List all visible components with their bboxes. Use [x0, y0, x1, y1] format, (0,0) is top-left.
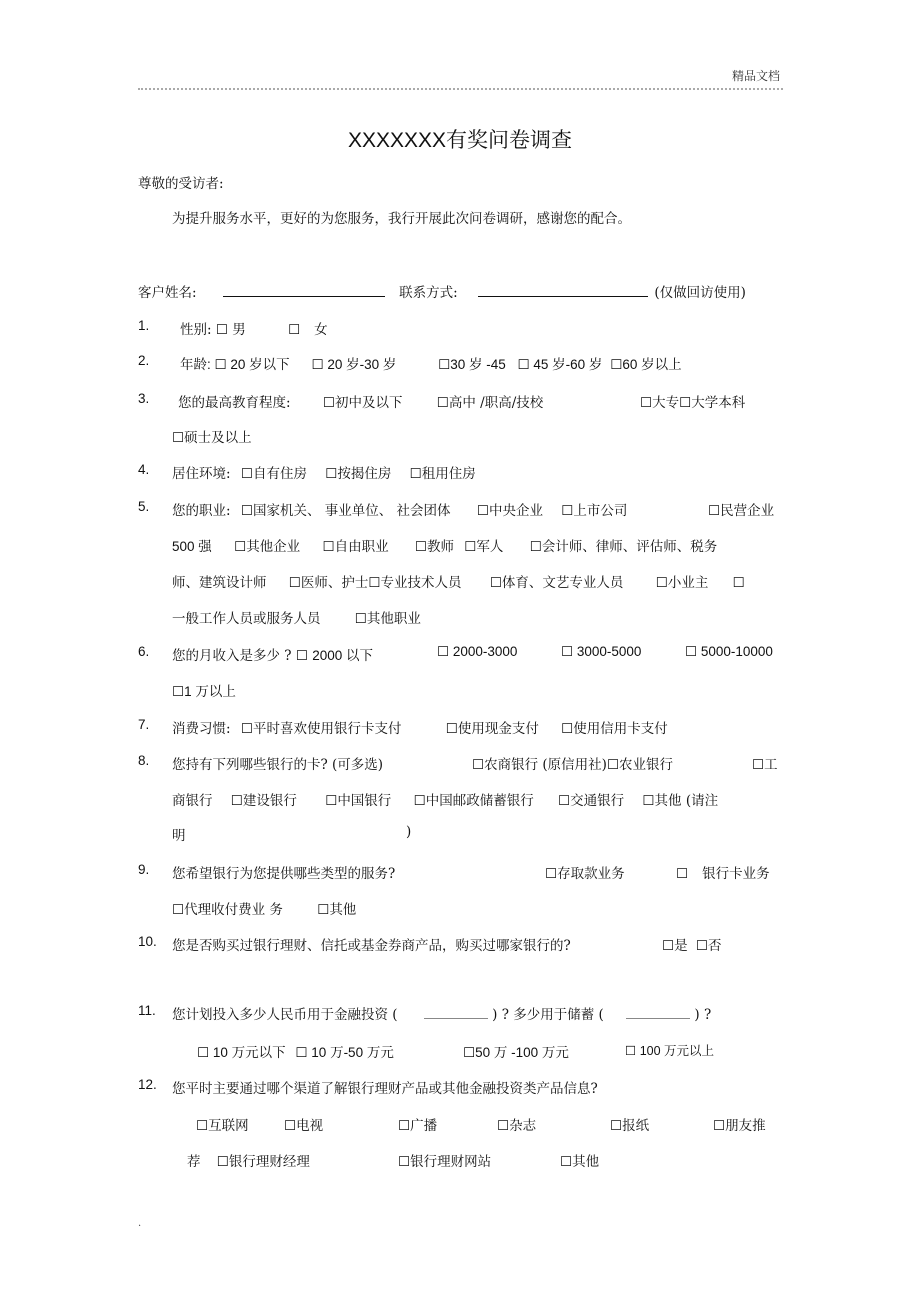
q12: 您平时主要通过哪个渠道了解银行理财产品或其他金融投资类产品信息? — [172, 1081, 598, 1097]
checkbox[interactable]: ☐ — [325, 793, 338, 809]
checkbox[interactable]: ☐ — [732, 575, 745, 591]
contact-note: (仅做回访使用) — [654, 285, 746, 301]
q12-opt6: ☐朋友推 — [713, 1118, 766, 1134]
checkbox[interactable]: ☐ — [325, 466, 338, 482]
q11-opt3: ☐50 万 -100 万元 — [463, 1045, 569, 1060]
q12-opt3: ☐广播 — [398, 1118, 438, 1134]
checkbox[interactable]: ☐ — [398, 1118, 411, 1134]
phone-label: 联系方式: — [399, 285, 458, 301]
checkbox[interactable]: ☐ — [676, 866, 689, 882]
checkbox[interactable]: ☐ — [561, 721, 574, 737]
checkbox[interactable]: ☐ — [322, 539, 335, 555]
checkbox[interactable]: ☐ — [464, 539, 477, 555]
q6-opt3: ☐ 3000-5000 — [561, 644, 642, 659]
q5-private: ☐民营企业 — [708, 503, 775, 519]
q12-opt2: ☐电视 — [284, 1118, 324, 1134]
q9-opt2: ☐ 银行卡业务 — [676, 866, 770, 882]
checkbox[interactable]: ☐ — [197, 1045, 210, 1060]
checkbox[interactable]: ☐ — [472, 757, 485, 773]
checkbox[interactable]: ☐ — [610, 357, 623, 372]
q1: 性别: ☐ 男 ☐ 女 — [180, 322, 328, 338]
checkbox[interactable]: ☐ — [234, 539, 247, 555]
option: 会计师、律师、评估师、税务 — [541, 539, 718, 555]
q11: 您计划投入多少人民币用于金融投资 ( ) ? 多少用于储蓄 ( ) ? — [172, 1007, 712, 1023]
checkbox[interactable]: ☐ — [625, 1044, 637, 1058]
q11-number: 11. — [138, 1003, 156, 1018]
checkbox[interactable]: ☐ — [655, 575, 668, 591]
salutation: 尊敬的受访者: — [138, 176, 224, 192]
checkbox[interactable]: ☐ — [409, 466, 422, 482]
checkbox[interactable]: ☐ — [240, 466, 253, 482]
page-title: XXXXXXX有奖问卷调查 — [347, 128, 573, 152]
q8-opts — [472, 753, 673, 773]
option: 教师 — [427, 539, 454, 555]
option: 其他企业 — [246, 539, 301, 555]
option: 中国邮政储蓄银行 — [425, 793, 534, 809]
checkbox[interactable]: ☐ — [322, 395, 335, 411]
checkbox[interactable]: ☐ — [713, 1118, 726, 1134]
option-yes: 是 — [674, 938, 688, 954]
checkbox[interactable]: ☐ — [288, 575, 301, 591]
checkbox[interactable]: ☐ — [436, 395, 449, 411]
q12-opt5: ☐报纸 — [610, 1118, 650, 1134]
option: 医师、护士 — [300, 575, 369, 591]
option: 自由职业 — [334, 539, 389, 555]
q12-opt4: ☐杂志 — [497, 1118, 537, 1134]
option: 高中 /职高/技校 — [448, 395, 544, 411]
option-female: 女 — [314, 322, 328, 338]
option: 中国银行 — [337, 793, 392, 809]
checkbox[interactable]: ☐ — [230, 793, 243, 809]
option: 初中及以下 — [334, 395, 403, 411]
option: 60 岁以上 — [622, 357, 682, 372]
q2: 年龄: ☐ 20 岁以下 ☐ 20 岁-30 岁 ☐30 岁 -45 ☐ 45 岁-60 岁 ☐60 岁以上 — [180, 357, 682, 372]
q6: 您的月收入是多少 ? ☐ 2000 以下 — [172, 648, 374, 664]
option: 代理收付费业 务 — [184, 902, 283, 918]
q12-opt9: ☐其他 — [560, 1154, 600, 1170]
q6-line2 — [172, 680, 236, 700]
phone-field[interactable] — [478, 284, 648, 297]
q3-number: 3. — [138, 391, 150, 406]
option: 10 万元以下 — [212, 1045, 286, 1060]
option: 中央企业 — [488, 503, 543, 519]
q8-number: 8. — [138, 753, 150, 768]
option: 农业银行 — [619, 757, 674, 773]
name-field[interactable] — [223, 284, 385, 297]
q8-line2: 商银行 ☐建设银行 ☐中国银行 ☐中国邮政储蓄银行 ☐交通银行 ☐其他 (请注 — [172, 793, 719, 809]
q8: 您持有下列哪些银行的卡? (可多选) — [172, 757, 384, 773]
q11-opts — [197, 1041, 394, 1061]
checkbox[interactable]: ☐ — [172, 430, 185, 446]
invest-amount-field[interactable] — [424, 1006, 488, 1019]
checkbox[interactable]: ☐ — [560, 1154, 573, 1170]
option: 使用现金支付 — [457, 721, 539, 737]
q11-opt4: ☐ 100 万元以上 — [625, 1044, 715, 1058]
checkbox[interactable]: ☐ — [240, 503, 253, 519]
q12-opt8: ☐银行理财网站 — [398, 1154, 492, 1170]
option: 其他 — [329, 902, 357, 918]
q5-line4: 一般工作人员或服务人员 ☐其他职业 — [172, 611, 421, 627]
option: 10 万-50 万元 — [311, 1045, 394, 1060]
option: 上市公司 — [573, 503, 628, 519]
q6-opt2: ☐ 2000-3000 — [437, 644, 518, 659]
q12-number: 12. — [138, 1077, 157, 1092]
q3-line2 — [172, 426, 252, 446]
q2-number: 2. — [138, 353, 150, 368]
q5-number: 5. — [138, 499, 150, 514]
checkbox[interactable]: ☐ — [284, 1118, 297, 1134]
q9: 您希望银行为您提供哪些类型的服务? — [172, 866, 396, 882]
checkbox[interactable]: ☐ — [497, 1118, 510, 1134]
checkbox[interactable]: ☐ — [172, 684, 185, 700]
checkbox[interactable]: ☐ — [558, 793, 571, 809]
q7: 消费习惯: ☐平时喜欢使用银行卡支付 ☐使用现金支付 ☐使用信用卡支付 — [172, 721, 668, 737]
option: 1 万以上 — [184, 684, 236, 699]
header-label: 精品文档 — [731, 69, 780, 83]
checkbox[interactable]: ☐ — [679, 395, 692, 411]
option: 平时喜欢使用银行卡支付 — [252, 721, 402, 737]
option: 硕士及以上 — [184, 430, 252, 446]
q8-line3: 明 — [172, 828, 186, 844]
checkbox[interactable]: ☐ — [216, 1154, 229, 1170]
option: 农商银行 (原信用社) — [484, 757, 607, 773]
checkbox[interactable]: ☐ — [642, 793, 655, 809]
option-male: 男 — [232, 322, 246, 338]
checkbox[interactable]: ☐ — [413, 793, 426, 809]
option: 国家机关、 事业单位、 社会团体 — [252, 503, 451, 519]
checkbox[interactable]: ☐ — [561, 503, 574, 519]
q10: 您是否购买过银行理财、信托或基金券商产品，购买过哪家银行的? — [172, 938, 571, 954]
checkbox[interactable]: ☐ — [172, 902, 185, 918]
option: 使用信用卡支付 — [573, 721, 668, 737]
option: 按揭住房 — [337, 466, 392, 482]
checkbox[interactable]: ☐ — [214, 357, 227, 372]
q5-line2: 500 强 ☐其他企业 ☐自由职业 ☐教师 ☐军人 ☐会计师、律师、评估师、税务 — [172, 539, 718, 555]
option: 大专 — [652, 395, 680, 411]
option: 自有住房 — [252, 466, 307, 482]
q5-line1: 您的职业: ☐国家机关、 事业单位、 社会团体 ☐中央企业 ☐上市公司 — [172, 503, 628, 519]
checkbox[interactable]: ☐ — [476, 503, 489, 519]
option: 20 岁以下 — [230, 357, 290, 372]
option: 租用住房 — [421, 466, 476, 482]
q9-line2 — [172, 898, 356, 918]
checkbox[interactable]: ☐ — [215, 322, 228, 338]
checkbox[interactable]: ☐ — [288, 322, 301, 338]
q5-line3: 师、建筑设计师 ☐医师、护士☐专业技术人员 ☐体育、文艺专业人员 ☐小业主 ☐ — [172, 575, 745, 591]
option: 专业技术人员 — [380, 575, 462, 591]
option: 其他职业 — [366, 611, 421, 627]
q3: 您的最高教育程度: ☐初中及以下 ☐高中 /职高/技校 — [178, 395, 544, 411]
checkbox[interactable]: ☐ — [437, 644, 450, 659]
checkbox[interactable]: ☐ — [317, 902, 330, 918]
checkbox[interactable]: ☐ — [398, 1154, 411, 1170]
checkbox[interactable]: ☐ — [295, 648, 308, 664]
option: 银行理财经理 — [228, 1154, 310, 1170]
q8-close: ) — [406, 824, 412, 840]
checkbox[interactable]: ☐ — [445, 721, 458, 737]
checkbox[interactable]: ☐ — [438, 357, 451, 372]
checkbox[interactable]: ☐ — [640, 395, 653, 411]
checkbox[interactable]: ☐ — [311, 357, 324, 372]
q10-number: 10. — [138, 934, 157, 949]
checkbox[interactable]: ☐ — [610, 1118, 623, 1134]
option: 30 岁 -45 — [450, 357, 506, 372]
name-label: 客户姓名: — [138, 285, 197, 301]
option: 45 岁-60 岁 — [533, 357, 603, 372]
checkbox[interactable]: ☐ — [606, 757, 620, 773]
checkbox[interactable]: ☐ — [545, 866, 558, 882]
q3-cont — [640, 391, 745, 411]
q4-number: 4. — [138, 462, 150, 477]
checkbox[interactable]: ☐ — [414, 539, 427, 555]
checkbox[interactable]: ☐ — [196, 1118, 209, 1134]
option: 交通银行 — [570, 793, 625, 809]
option: 体育、文艺专业人员 — [501, 575, 624, 591]
q8-gong: ☐工 — [752, 757, 778, 773]
checkbox[interactable]: ☐ — [708, 503, 721, 519]
q12-opt1: ☐互联网 — [196, 1118, 249, 1134]
option: 20 岁-30 岁 — [327, 357, 397, 372]
checkbox[interactable]: ☐ — [354, 611, 367, 627]
checkbox[interactable]: ☐ — [685, 644, 698, 659]
q9-opt1: ☐存取款业务 — [545, 866, 625, 882]
q9-number: 9. — [138, 862, 150, 877]
checkbox[interactable]: ☐ — [240, 721, 253, 737]
q6-number: 6. — [138, 644, 150, 659]
checkbox[interactable]: ☐ — [695, 938, 709, 954]
checkbox[interactable]: ☐ — [529, 539, 542, 555]
q12-line3: 荐 ☐银行理财经理 — [187, 1154, 310, 1170]
q7-number: 7. — [138, 717, 150, 732]
checkbox[interactable]: ☐ — [295, 1045, 308, 1060]
checkbox[interactable]: ☐ — [752, 757, 765, 773]
checkbox[interactable]: ☐ — [517, 357, 530, 372]
q4: 居住环境: ☐自有住房 ☐按揭住房 ☐租用住房 — [172, 466, 476, 482]
option: 小业主 — [667, 575, 709, 591]
option: 军人 — [476, 539, 504, 555]
intro-text: 为提升服务水平，更好的为您服务，我行开展此次问卷调研，感谢您的配合。 — [172, 211, 631, 227]
option: 大学本科 — [691, 395, 746, 411]
contact-row — [138, 281, 746, 301]
q6-opt4: ☐ 5000-10000 — [685, 644, 773, 659]
q10-opts — [662, 934, 722, 954]
option-no: 否 — [708, 938, 722, 954]
footer-mark: . — [138, 1218, 142, 1229]
option: 2000 以下 — [312, 648, 374, 663]
option: 其他 (请注 — [654, 793, 719, 809]
option: 建设银行 — [242, 793, 297, 809]
header-divider — [138, 88, 783, 90]
savings-amount-field[interactable] — [626, 1006, 690, 1019]
checkbox[interactable]: ☐ — [368, 575, 381, 591]
checkbox[interactable]: ☐ — [463, 1045, 476, 1060]
q1-number: 1. — [138, 318, 150, 333]
checkbox[interactable]: ☐ — [662, 938, 675, 954]
checkbox[interactable]: ☐ — [561, 644, 574, 659]
checkbox[interactable]: ☐ — [489, 575, 502, 591]
